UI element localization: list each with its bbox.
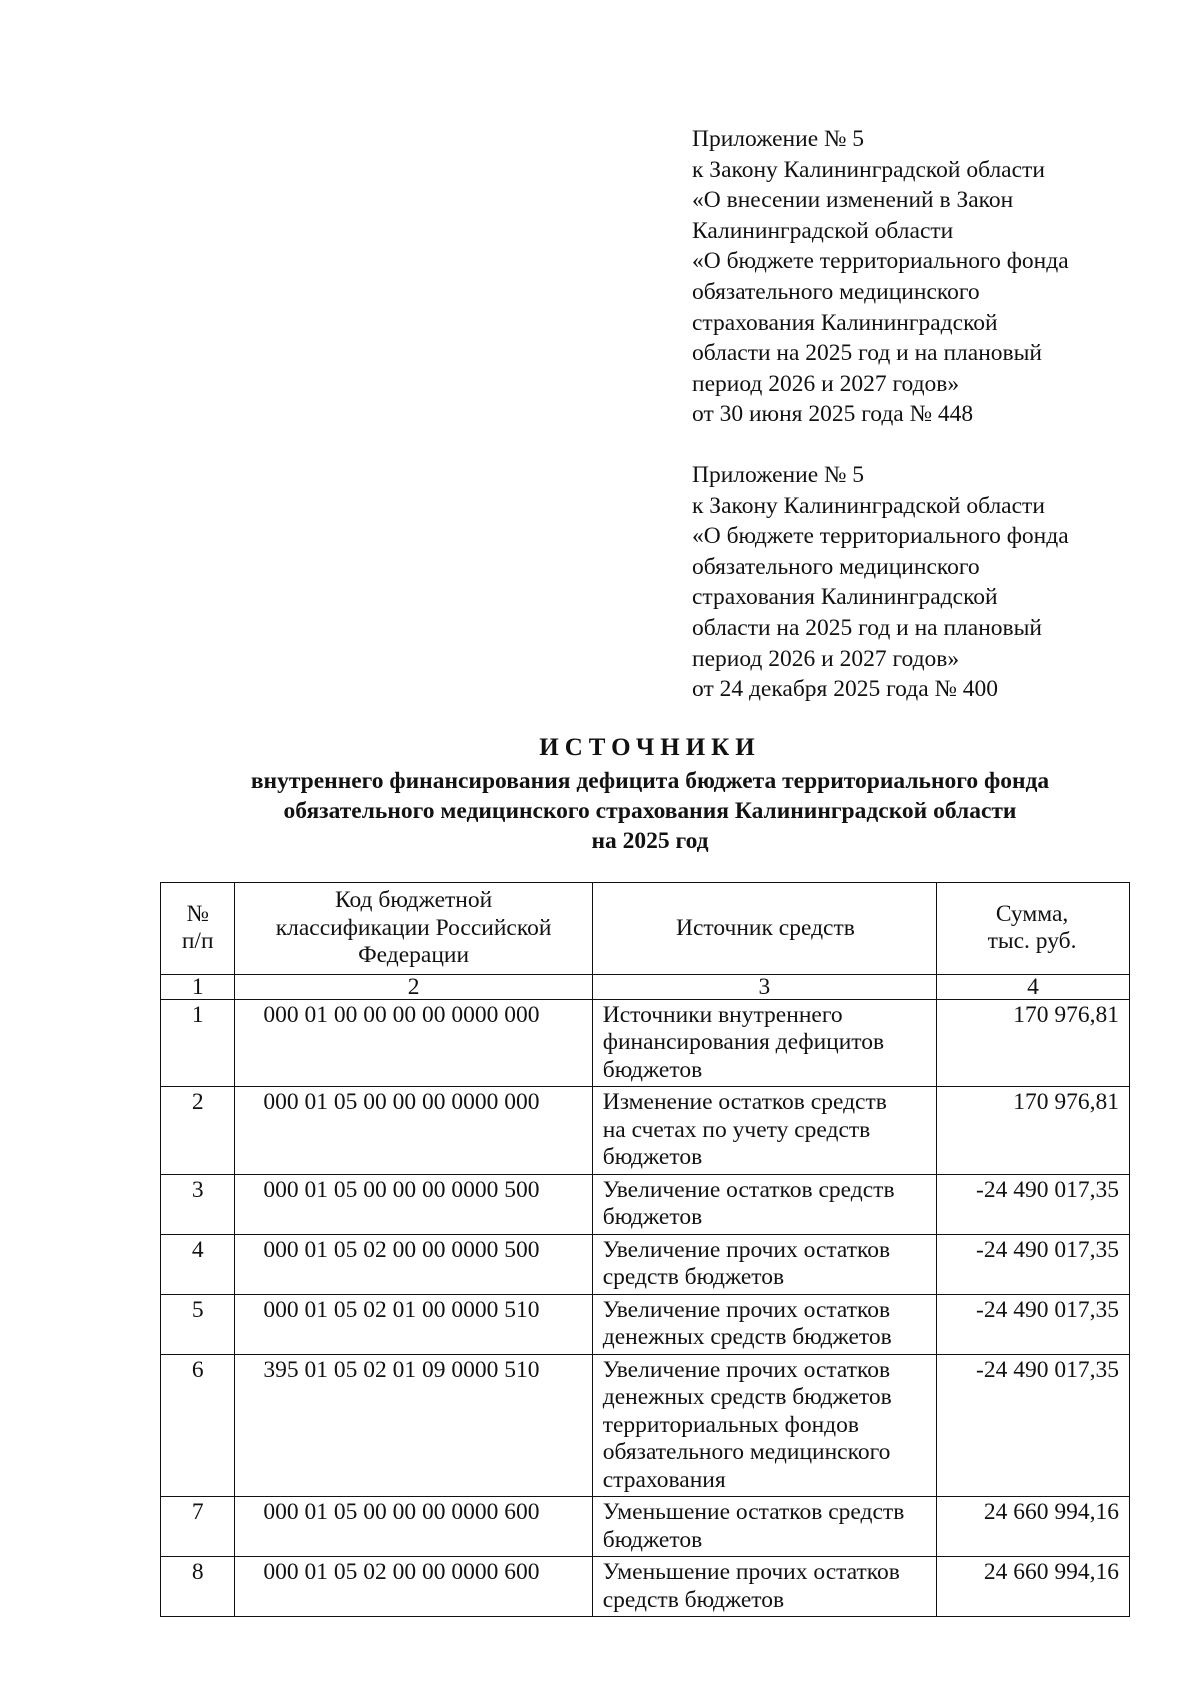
source-line: средств бюджетов [602,1586,785,1613]
header-code [235,883,592,975]
row-source [592,1174,936,1234]
header-num [161,883,235,975]
source-line: Источники внутреннего [602,1001,843,1028]
row-sum: 170 976,81 [937,999,1130,1087]
header-text: Код бюджетной [334,887,493,913]
column-index: 2 [235,974,592,999]
source-line: страхования [602,1466,726,1493]
row-code: 000 01 00 00 00 00 0000 000 [235,999,592,1087]
source-line: Увеличение прочих остатков [602,1356,891,1383]
annex-line: период 2026 и 2027 годов» [692,370,960,397]
row-sum: 170 976,81 [937,1087,1130,1175]
table-row [161,1234,1130,1294]
annex-line: Калининградской области [692,217,954,244]
source-line: обязательного медицинского [602,1439,891,1465]
annex-line: «О бюджете территориального фонда [692,523,1069,550]
row-sum: -24 490 017,35 [937,1354,1130,1497]
annex-line: обязательного медицинского [692,553,980,580]
row-sum: 24 660 994,16 [937,1497,1130,1557]
source-line: территориальных фондов [602,1411,859,1438]
annex-line: страхования Калининградской [692,584,998,611]
column-index: 3 [592,974,936,999]
header-text: Сумма, [995,900,1069,927]
row-source [592,1294,936,1354]
source-line: бюджетов [602,1144,703,1170]
row-source [592,999,936,1087]
annex-note-amendment [692,124,1162,430]
table-row [161,1294,1130,1354]
annex-line: области на 2025 год и на плановый [692,340,1042,367]
annex-line: Приложение № 5 [692,126,865,152]
annex-line: обязательного медицинского [692,278,980,305]
row-num: 2 [161,1087,235,1175]
source-line: Уменьшение остатков средств [602,1499,905,1525]
table-row [161,1087,1130,1175]
row-sum: -24 490 017,35 [937,1294,1130,1354]
column-index-row [161,974,1130,999]
column-index: 1 [161,974,235,999]
row-sum: -24 490 017,35 [937,1234,1130,1294]
annex-note-original [692,460,1162,705]
row-code: 000 01 05 00 00 00 0000 500 [235,1174,592,1234]
source-line: денежных средств бюджетов [602,1384,892,1410]
header-text: Федерации [358,942,470,968]
header-text: № [186,900,209,927]
row-source [592,1354,936,1497]
source-line: Увеличение прочих остатков [602,1236,891,1263]
table-row [161,1497,1130,1557]
row-source [592,1234,936,1294]
header-text: Источник средств [676,914,855,941]
row-code: 000 01 05 00 00 00 0000 600 [235,1497,592,1557]
annex-line: к Закону Калининградской области [692,156,1045,183]
annex-line: области на 2025 год и на плановый [692,614,1042,641]
row-code: 000 01 05 02 00 00 0000 500 [235,1234,592,1294]
row-source [592,1557,936,1617]
row-num: 3 [161,1174,235,1234]
source-line: Уменьшение прочих остатков [602,1559,900,1585]
row-source [592,1497,936,1557]
row-sum: -24 490 017,35 [937,1174,1130,1234]
header-text: тыс. руб. [987,928,1077,955]
subtitle-line: обязательного медицинского страхования Калининградской области [283,798,1017,824]
source-line: бюджетов [602,1204,703,1230]
header-text: классификации Российской [275,914,552,941]
annex-line: период 2026 и 2027 годов» [692,645,960,672]
row-source [592,1087,936,1175]
row-num: 7 [161,1497,235,1557]
row-num: 5 [161,1294,235,1354]
source-line: Увеличение остатков средств [602,1176,895,1203]
annex-line: от 30 июня 2025 года № 448 [692,401,974,428]
source-line: бюджетов [602,1526,703,1553]
column-index: 4 [937,974,1130,999]
source-line: Изменение остатков средств [602,1089,887,1115]
table-row [161,999,1130,1087]
source-line: на счетах по учету средств [602,1116,871,1143]
row-code: 395 01 05 02 01 09 0000 510 [235,1354,592,1497]
header-text: п/п [181,928,214,955]
document-subtitle [0,766,1200,856]
document-title: ИСТОЧНИКИ [539,734,761,761]
sources-table [160,882,1130,1617]
annex-line: от 24 декабря 2025 года № 400 [692,676,999,703]
subtitle-line: внутреннего финансирования дефицита бюджета территориального фонда [250,768,1050,794]
row-code: 000 01 05 02 00 00 0000 600 [235,1557,592,1617]
subtitle-line: на 2025 год [591,828,709,854]
table-row [161,1354,1130,1497]
source-line: средств бюджетов [602,1264,785,1290]
row-code: 000 01 05 00 00 00 0000 000 [235,1087,592,1175]
row-code: 000 01 05 02 01 00 0000 510 [235,1294,592,1354]
row-sum: 24 660 994,16 [937,1557,1130,1617]
row-num: 4 [161,1234,235,1294]
table-header-row [161,883,1130,975]
table-row [161,1557,1130,1617]
annex-line: Приложение № 5 [692,462,865,488]
table-row [161,1174,1130,1234]
source-line: Увеличение прочих остатков [602,1296,891,1323]
annex-line: «О внесении изменений в Закон [692,187,1014,214]
header-sum [937,883,1130,975]
row-num: 8 [161,1557,235,1617]
source-line: финансирования дефицитов [602,1029,885,1055]
header-source [592,883,936,975]
source-line: денежных средств бюджетов [602,1324,892,1350]
annex-line: «О бюджете территориального фонда [692,248,1069,275]
row-num: 1 [161,999,235,1087]
source-line: бюджетов [602,1056,703,1083]
annex-line: страхования Калининградской [692,309,998,336]
row-num: 6 [161,1354,235,1497]
annex-line: к Закону Калининградской области [692,492,1045,519]
